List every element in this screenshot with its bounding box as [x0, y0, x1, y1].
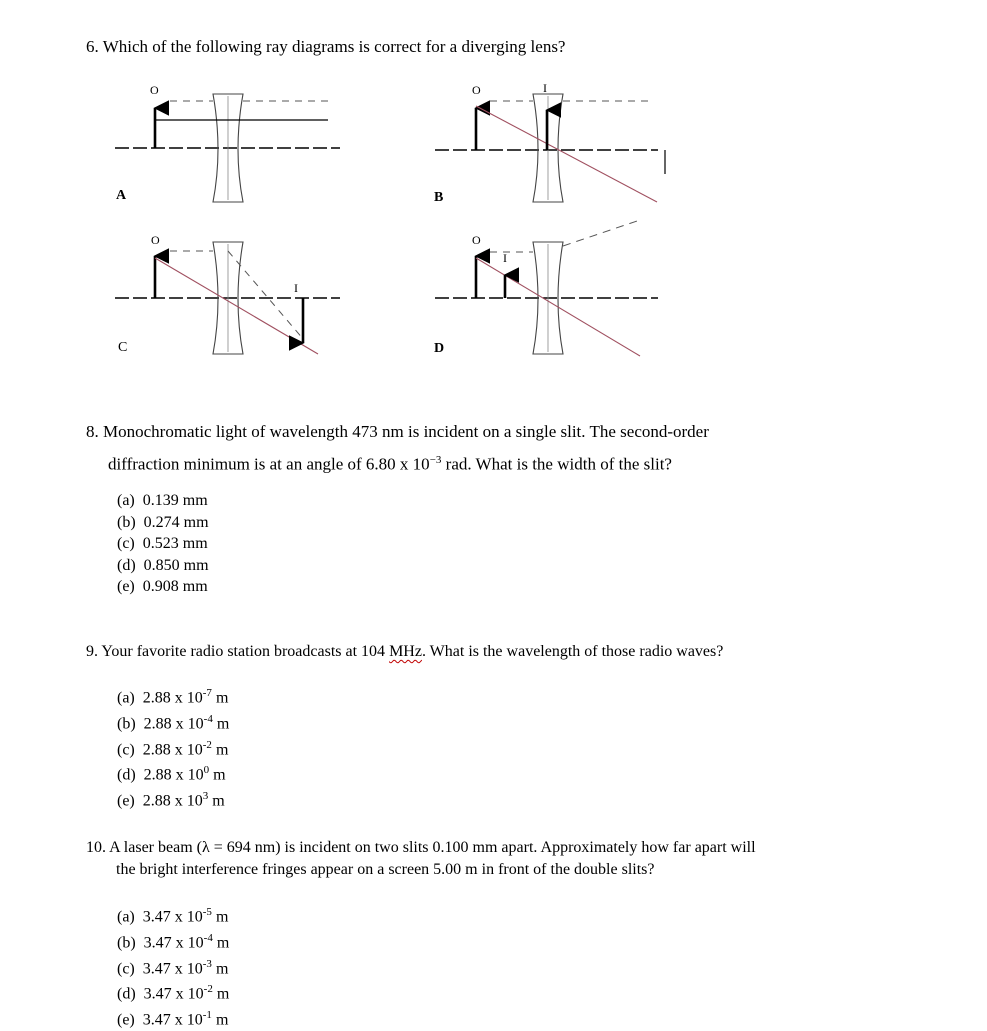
option-9a[interactable]: (a) 2.88 x $10^{-7}$ m [117, 687, 229, 707]
option-8e[interactable]: (e) 0.908 mm [117, 578, 208, 595]
diagram-label-b: B [434, 190, 444, 205]
ray-diagrams [0, 0, 987, 400]
image-label-c: I [294, 281, 298, 295]
diagram-label-d: D [434, 341, 445, 356]
diagram-label-a: A [116, 188, 127, 203]
question-8-line2: diffraction minimum is at an angle of 6.80 x $10^{-3}$ rad. What is the width of the slit? [108, 454, 672, 474]
image-label-d: I [503, 251, 507, 265]
question-10-options [117, 902, 229, 1031]
option-10d[interactable]: (d) 3.47 x $10^{-2}$ m [117, 983, 230, 1003]
option-10b[interactable]: (b) 3.47 x $10^{-4}$ m [117, 931, 230, 952]
question-8-line1: 8. Monochromatic light of wavelength 473 nm is incident on a single slit. The second-order [86, 422, 709, 441]
option-10c[interactable]: (c) 3.47 x $10^{-3}$ m [117, 957, 229, 977]
option-9b[interactable]: (b) 2.88 x $10^{-4}$ m [117, 712, 230, 733]
option-9c[interactable]: (c) 2.88 x $10^{-2}$ m [117, 738, 229, 758]
question-9-text: 9. Your favorite radio station broadcasts at 104 MHz. What is the wavelength of those radio waves? [86, 643, 724, 660]
option-8b[interactable]: (b) 0.274 mm [117, 513, 209, 531]
diagram-a[interactable] [115, 83, 340, 202]
option-10a[interactable]: (a) 3.47 x $10^{-5}$ m [117, 906, 229, 926]
object-label-a: O [150, 83, 159, 97]
misspelling-mhz: MHz [389, 643, 422, 660]
question-10-line2: the bright interference fringes appear on a screen 5.00 m in front of the double slits? [116, 861, 655, 878]
option-9e[interactable]: (e) 2.88 x $10^3$ m [117, 790, 225, 810]
question-8-options [117, 490, 209, 598]
option-8d[interactable]: (d) 0.850 mm [117, 556, 209, 574]
object-label-c: O [151, 233, 160, 247]
option-8a[interactable]: (a) 0.139 mm [117, 492, 208, 509]
diagram-label-c: C [118, 340, 128, 355]
question-9-options [117, 683, 229, 812]
option-8c[interactable]: (c) 0.523 mm [117, 535, 208, 552]
diagram-d[interactable] [435, 220, 658, 356]
image-label-b: I [543, 81, 547, 95]
object-label-b: O [472, 83, 481, 97]
diagram-b[interactable] [435, 81, 665, 202]
question-6-text: 6. Which of the following ray diagrams is correct for a diverging lens? [86, 37, 566, 56]
object-label-d: O [472, 233, 481, 247]
option-10e[interactable]: (e) 3.47 x $10^{-1}$ m [117, 1009, 229, 1029]
diagram-c[interactable] [115, 233, 340, 354]
option-9d[interactable]: (d) 2.88 x $10^0$ m [117, 764, 226, 784]
question-10-line1: 10. A laser beam (λ = 694 nm) is incident on two slits 0.100 mm apart. Approximately how far apart will [86, 839, 756, 856]
